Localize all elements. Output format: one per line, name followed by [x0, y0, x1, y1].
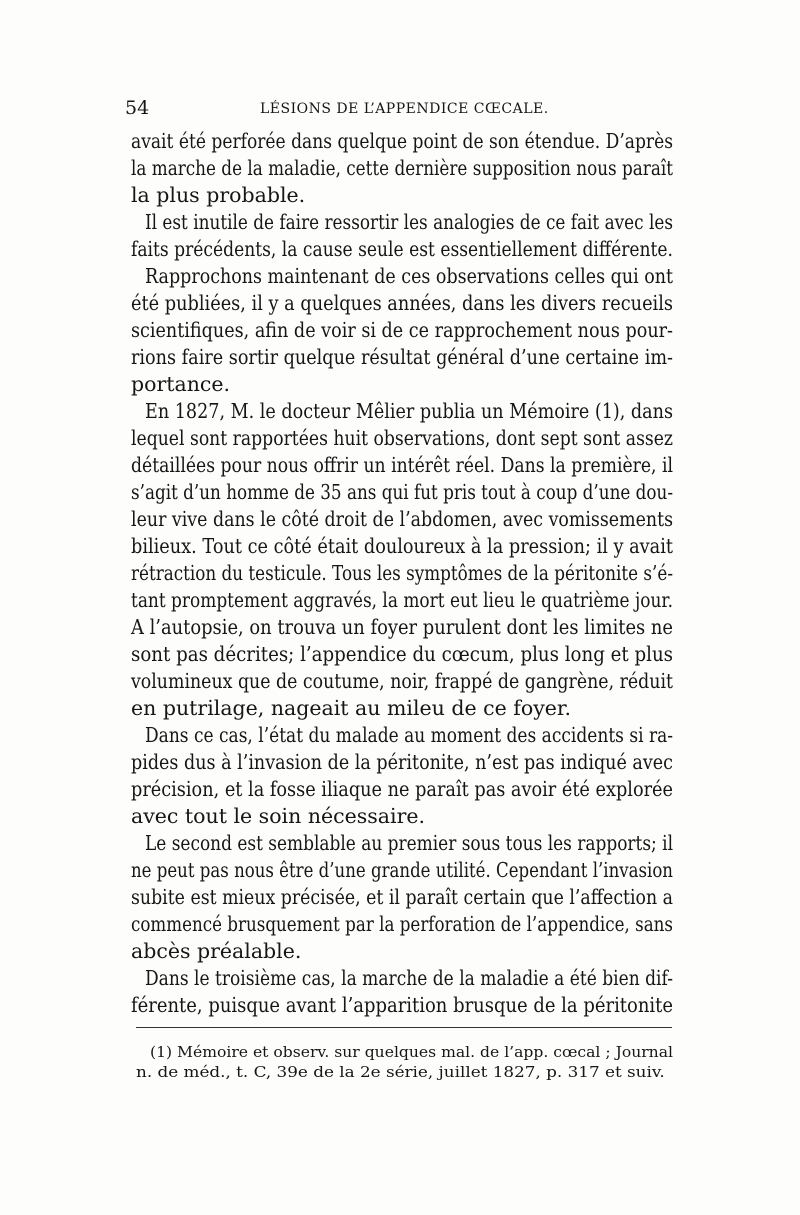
text-line: ne peut pas nous être d’une grande utilité. Cependant l’invasion [131, 858, 673, 882]
text-line: En 1827, M. le docteur Mêlier publia un Mémoire (1), dans [145, 399, 673, 423]
text-line: subite est mieux précisée, et il paraît certain que l’affection a [131, 885, 673, 909]
text-line: rétraction du testicule. Tous les symptômes de la péritonite s’é- [131, 561, 673, 585]
footnote-line: n. de méd., t. C, 39e de la 2e série, juillet 1827, p. 317 et suiv. [136, 1063, 665, 1081]
footnote-rule [136, 1027, 672, 1028]
text-line: Rapprochons maintenant de ces observations celles qui ont [145, 264, 673, 288]
text-line: précision, et la fosse iliaque ne paraît pas avoir été explorée [131, 777, 673, 801]
text-line: lequel sont rapportées huit observations, dont sept sont assez [131, 426, 673, 450]
text-line: la plus probable. [131, 183, 306, 207]
running-title: LÉSIONS DE L’APPENDICE CŒCALE. [260, 101, 549, 117]
text-line: férente, puisque avant l’apparition brusque de la péritonite [131, 993, 673, 1017]
footnote-line: (1) Mémoire et observ. sur quelques mal. de l’app. cœcal ; Journal [150, 1043, 673, 1061]
text-line: avec tout le soin nécessaire. [131, 804, 426, 828]
text-line: sont pas décrites; l’appendice du cœcum, plus long et plus [131, 642, 673, 666]
text-line: en putrilage, nageait au mileu de ce foyer. [131, 696, 571, 720]
text-line: abcès préalable. [131, 939, 302, 963]
text-line: la marche de la maladie, cette dernière supposition nous paraît [131, 156, 673, 180]
page-number: 54 [125, 97, 150, 119]
text-line: volumineux que de coutume, noir, frappé de gangrène, réduit [131, 669, 673, 693]
text-line: portance. [131, 372, 231, 396]
text-line: rions faire sortir quelque résultat général d’une certaine im- [131, 345, 673, 369]
text-line: Dans le troisième cas, la marche de la maladie a été bien dif- [145, 966, 673, 990]
text-line: bilieux. Tout ce côté était douloureux à la pression; il y avait [131, 534, 673, 558]
text-line: Dans ce cas, l’état du malade au moment des accidents si ra- [145, 723, 673, 747]
text-line: faits précédents, la cause seule est essentiellement différente. [131, 237, 673, 261]
text-line: commencé brusquement par la perforation de l’appendice, sans [131, 912, 673, 936]
page-header [123, 97, 673, 123]
text-line: tant promptement aggravés, la mort eut lieu le quatrième jour. [131, 588, 673, 612]
text-line: détaillées pour nous offrir un intérêt réel. Dans la première, il [131, 453, 673, 477]
text-line: scientifiques, afin de voir si de ce rapprochement nous pour- [131, 318, 673, 342]
text-line: A l’autopsie, on trouva un foyer purulent dont les limites ne [131, 615, 673, 639]
text-line: été publiées, il y a quelques années, dans les divers recueils [131, 291, 673, 315]
text-line: pides dus à l’invasion de la péritonite, n’est pas indiqué avec [131, 750, 673, 774]
text-line: leur vive dans le côté droit de l’abdomen, avec vomissements [131, 507, 673, 531]
text-line: s’agit d’un homme de 35 ans qui fut pris tout à coup d’une dou- [131, 480, 673, 504]
text-line: Le second est semblable au premier sous tous les rapports; il [145, 831, 673, 855]
text-line: Il est inutile de faire ressortir les analogies de ce fait avec les [145, 210, 673, 234]
text-line: avait été perforée dans quelque point de son étendue. D’après [131, 129, 673, 153]
